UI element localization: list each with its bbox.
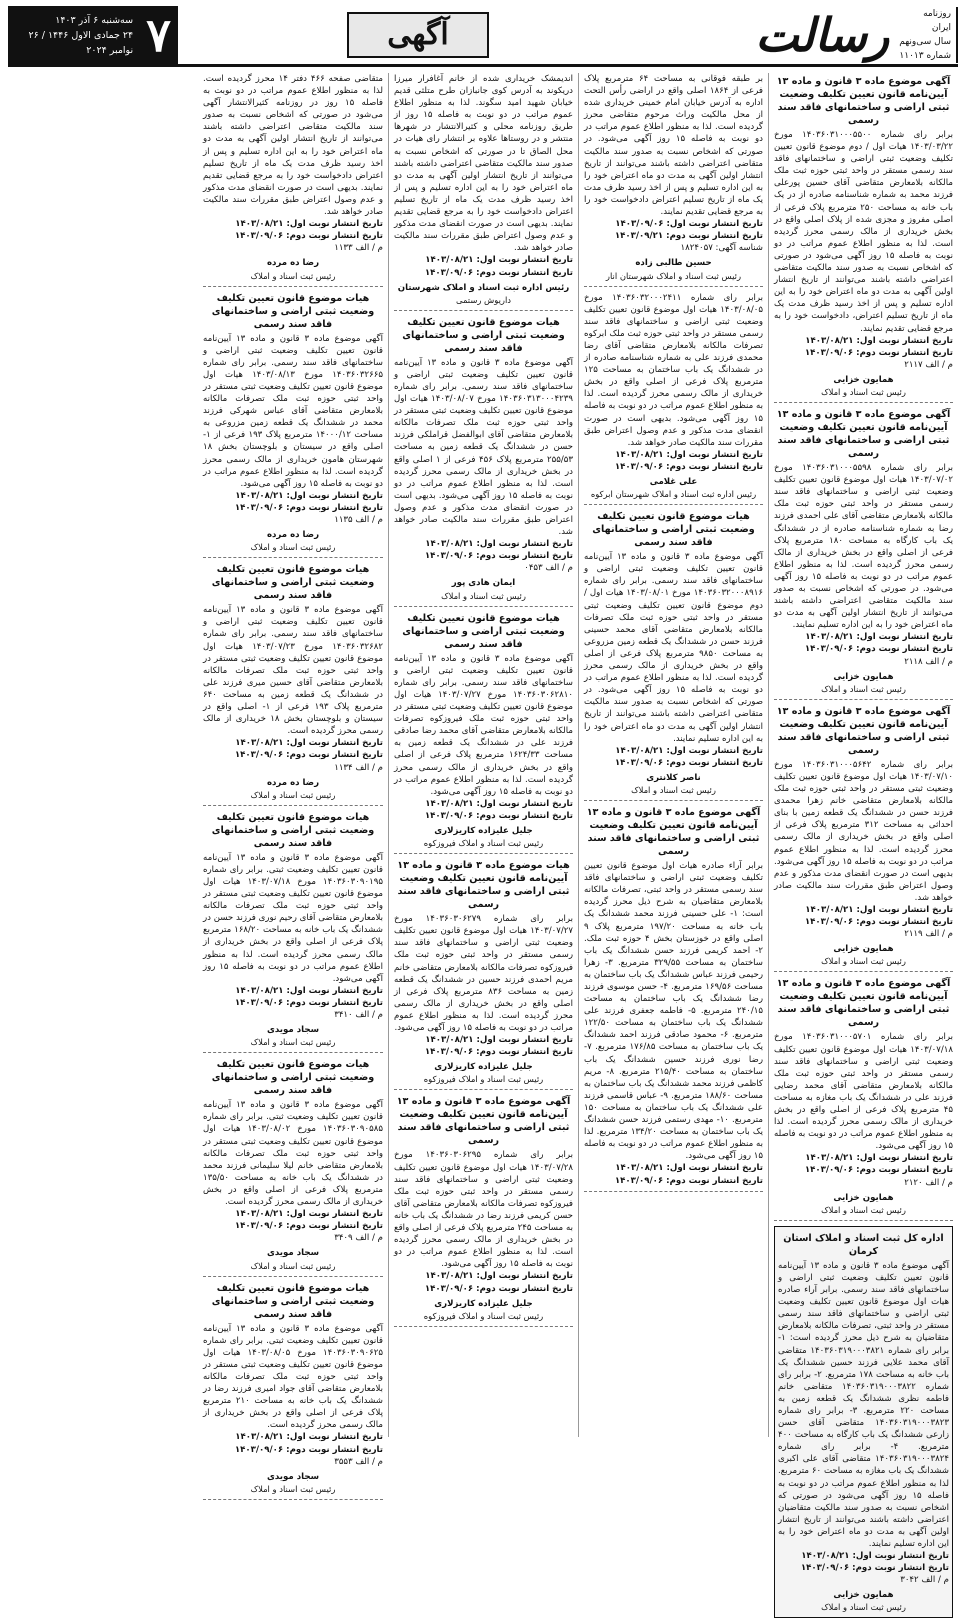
notice-body: برابر رای شماره ۱۴۰۳۶۰۳۱۰۰۰۵۶۴۲ مورخ ۱۴۰۳/۰۷/۱۰ هیات اول موضوع قانون تعیین تکلیف وضعیت ثبتی مستقر در واحد ثبتی حوزه ثبت ملک مالکانه بلامعارض متقاضی خانم زهرا محمدی فرزند حسن در ششدانگ یک قطعه زمین با بنای احداثی به مساحت ۳۱۲ مترمربع پلاک فرعی از اصلی واقع در بخش خریداری از مالک رسمی محرز گردیده است. لذا به منظور اطلاع عموم مراتب در دو نوبت به فاصله ۱۵ روز آگهی می‌شود. بدیهی است در صورت انقضای مدت مذکور و عدم وصول اعتراض طبق مقررات سند مالکیت صادر خواهد شد.: [774, 759, 954, 903]
notice-publish-date-first: تاریخ انتشار نوبت اول: ۱۴۰۳/۰۸/۲۱: [235, 985, 383, 996]
notice-publish-date-first: تاریخ انتشار نوبت اول: ۱۴۰۳/۰۸/۲۱: [805, 1153, 953, 1164]
notice-signer-name: سجاد مویدی: [266, 1025, 320, 1036]
notice-body: متقاضی صفحه ۴۶۶ دفتر ۱۴ محرز گردیده است. لذا به منظور اطلاع عموم مراتب در دو نوبت به فاصله ۱۵ روز در روزنامه کثیرالانتشار آگهی می‌شود در صورتی که اشخاص نسبت به صدور سند مالکیت متقاضی اعتراضی داشته باشند می‌توانند از تاریخ انتشار اولین آگهی به مدت دو ماه اعتراض خود را به این اداره تسلیم و پس از اخذ رسید ظرف مدت یک ماه از تاریخ تسلیم اعتراض دادخواست خود را به مرجع قضایی تقدیم نمایند. بدیهی است در صورت انقضای مدت مذکور و عدم وصول اعتراض طبق مقررات سند مالکیت صادر خواهد شد.: [203, 74, 384, 218]
issue-label-1: روزنامه: [923, 9, 951, 19]
notice-signer-name: ایمان هادی پور: [451, 578, 516, 589]
notice-signer-title: رئیس ثبت اسناد و املاک: [250, 1483, 336, 1494]
notice-title: هیات موضوع قانون تعیین تکلیف وضعیت ثبتی اراضی و ساختمانهای فاقد سند رسمی: [592, 511, 755, 549]
notice-publish-date-first: تاریخ انتشار نوبت اول: ۱۴۰۳/۰۸/۲۱: [425, 798, 573, 809]
notice-body: اندیمشک خریداری شده از خانم آغافرار میرزا دریکوند به آدرس کوی جانبازان طرح متلثی قدیم خیابان شهید امید سگوند. لذا به منظور اطلاع عموم مراتب در دو نوبت به فاصله ۱۵ روز از طریق روزنامه محلی و کثیرالانتشار در شهرها منتشر و در روستاها علاوه بر انتشار رای هیات در محل الصاق تا در صورتی که اشخاص نسبت به صدور سند مالکیت متقاضی اعتراضی داشته باشند می‌توانند از تاریخ انتشار اولین آگهی به مدت دو ماه اعتراض خود را به این اداره تسلیم و پس از اخذ رسید ظرف مدت یک ماه از تاریخ تسلیم اعتراض دادخواست خود را به مرجع قضایی تقدیم نمایند. بدیهی است در صورت انقضای مدت مذکور و عدم وصول اعتراض طبق مقررات سند مالکیت صادر خواهد شد.: [394, 74, 574, 254]
ad-column: [198, 73, 388, 1494]
notice-signer-name: جلیل علیزاده کاریزلاری: [434, 825, 533, 836]
legal-notice: [203, 1058, 383, 1276]
notice-title: هیات موضوع قانون تعیین تکلیف وضعیت ثبتی اراضی و ساختمانهای فاقد سند رسمی: [402, 316, 565, 354]
notice-publish-date-second: تاریخ انتشار نوبت دوم: ۱۴۰۳/۰۹/۰۶: [804, 347, 953, 358]
notice-body: برابر رای شماره ۱۴۰۳۶۰۳۰۶۲۹۵ مورخ ۱۴۰۳/۰۷/۲۸ هیات اول موضوع قانون تعیین تکلیف وضعیت ثبتی اراضی و ساختمانهای فاقد سند رسمی مستقر در واحد ثبتی حوزه ثبت ملک فیروزکوه تصرفات مالکانه بلامعارض متقاضی آقای حسن کریمی فرزند رضا در ششدانگ یک باب خانه به مساحت ۲۴۵ مترمربع پلاک فرعی از اصلی واقع در بخش خریداری از مالک رسمی محرز گردیده است. لذا به منظور اطلاع عموم مراتب در دو نوبت به فاصله ۱۵ روز آگهی می‌شود.: [394, 1150, 573, 1270]
notice-publish-date-second: تاریخ انتشار نوبت دوم: ۱۴۰۳/۰۹/۰۶: [234, 502, 383, 513]
notice-publish-date-second: تاریخ انتشار نوبت دوم: ۱۴۰۳/۰۹/۲۱: [614, 231, 763, 242]
notice-body: آگهی موضوع ماده ۳ قانون و ماده ۱۳ آیین‌نامه قانون تعیین تکلیف وضعیت ثبتی اراضی و ساختمانهای فاقد سند رسمی. برابر رای شماره ۱۴۰۳۶۰۳۲۰۰۰۸۹۱۶ مورخ ۱۴۰۳/۰۸/۰۱ هیات اول / دوم موضوع قانون تعیین تکلیف وضعیت ثبتی مستقر در واحد ثبتی حوزه ثبت ملک تصرفات مالکانه بلامعارض متقاضی آقای محمد حسینی فرزند حسن در ششدانگ یک قطعه زمین مزروعی به مساحت ۹۸۵۰ مترمربع پلاک فرعی از اصلی واقع در بخش خریداری از مالک رسمی محرز گردیده است. لذا به منظور اطلاع عموم مراتب در دو نوبت به فاصله ۱۵ روز آگهی می‌شود. در صورتی که اشخاص نسبت به صدور سند مالکیت متقاضی اعتراضی داشته باشند می‌توانند از تاریخ انتشار اولین آگهی به مدت دو ماه اعتراض خود را به این اداره تسلیم نمایند.: [584, 552, 764, 744]
notice-publish-date-first: تاریخ انتشار نوبت اول: ۱۴۰۳/۰۸/۲۱: [425, 1035, 573, 1046]
issue-info: [899, 7, 958, 63]
legal-notice: [584, 510, 763, 801]
notice-body: برابر آراء صادره هیات اول موضوع قانون تعیین تکلیف وضعیت ثبتی اراضی و ساختمانهای فاقد سند رسمی مستقر در واحد ثبتی، تصرفات مالکانه بلامعارض متقاضیان به شرح ذیل محرز گردیده است: ۱- علی حسینی فرزند محمد ششدانگ یک باب خانه به مساحت ۱۹۷/۲۰ مترمربع پلاک ۹ اصلی واقع در خوزستان بخش ۴ حوزه ثبت ملک. ۲- احمد کریمی فرزند حسن ششدانگ یک باب ساختمان به مساحت ۳۲۹/۵۵ مترمربع. ۳- زهرا رحیمی فرزند عباس ششدانگ یک باب ساختمان به مساحت ۱۶۹/۵۶ مترمربع. ۴- حسن موسوی فرزند رضا ششدانگ یک باب ساختمان به مساحت ۲۴۰/۱۵ مترمربع. ۵- فاطمه جعفری فرزند علی ششدانگ یک باب ساختمان به مساحت ۱۲۲/۵۰ مترمربع. ۶- محمود صادقی فرزند احمد ششدانگ یک باب ساختمان به مساحت ۱۷۶/۸۵ مترمربع. ۷- رضا نوری فرزند حسین ششدانگ یک باب ساختمان به مساحت ۲۱۵/۴۰ مترمربع. ۸- مریم کاظمی فرزند محمد ششدانگ یک باب ساختمان به مساحت ۱۸۸/۶۰ مترمربع. ۹- عباس قاسمی فرزند علی ششدانگ یک باب ساختمان به مساحت ۱۵۰ مترمربع. ۱۰- مهدی رستمی فرزند حسن ششدانگ یک باب ساختمان به مساحت ۱۳۴/۲۰ مترمربع. لذا به منظور اطلاع عموم مراتب در دو نوبت به فاصله ۱۵ روز آگهی می‌شود.: [584, 861, 764, 1162]
notice-code: م / الف ۱۱۳۵: [334, 515, 383, 525]
notice-signer-name: رضا ده مرده: [266, 530, 320, 541]
notice-publish-date-second: تاریخ انتشار نوبت دوم: ۱۴۰۳/۰۹/۰۶: [234, 231, 383, 242]
notice-signer-name: علی غلامی: [649, 477, 698, 487]
legal-notice: [774, 408, 953, 700]
notice-publish-date-second: تاریخ انتشار نوبت دوم: ۱۴۰۳/۰۹/۰۶: [800, 1563, 949, 1574]
notice-publish-date-first: تاریخ انتشار نوبت اول: ۱۴۰۳/۰۸/۲۱: [235, 219, 383, 230]
notice-publish-date-first: تاریخ انتشار نوبت اول: ۱۴۰۳/۰۸/۲۱: [615, 449, 763, 460]
notice-signer-title: رئیس ثبت اسناد و املاک: [821, 386, 906, 397]
notice-publish-date-first: تاریخ انتشار نوبت اول: ۱۴۰۳/۰۸/۲۱: [425, 1271, 573, 1282]
notice-body: برابر رای شماره ۱۴۰۳۶۰۳۱۰۰۰۵۵۰۰ مورخ ۱۴۰۳/۰۳/۲۲ هیات اول / دوم موضوع قانون تعیین تکلیف وضعیت ثبتی اراضی و ساختمانهای فاقد سند رسمی مستقر در واحد ثبتی حوزه ثبت ملک مالکانه بلامعارض متقاضی آقای حسین پورعلی فرزند محمد به شماره شناسنامه صادره از در یک باب خانه به مساحت ۲۵۰ مترمربع پلاک فرعی از اصلی مفروز و مجزی شده از پلاک اصلی واقع در بخش خریداری از مالک رسمی محرز گردیده است. لذا به منظور اطلاع عموم مراتب در دو نوبت به فاصله ۱۵ روز آگهی می‌شود در صورتی که اشخاص نسبت به صدور سند مالکیت متقاضی اعتراضی داشته باشند می‌توانند از تاریخ انتشار اولین آگهی به مدت دو ماه اعتراض خود را به این اداره تسلیم و پس از اخذ رسید ظرف مدت یک ماه از تاریخ تسلیم اعتراض، دادخواست خود را به مرجع قضایی تقدیم نمایند.: [774, 130, 953, 334]
notice-title: هیات موضوع قانون تعیین تکلیف وضعیت ثبتی اراضی و ساختمانهای فاقد سند رسمی: [211, 811, 375, 849]
notice-signer-title: رئیس ثبت اسناد و املاک: [821, 956, 906, 967]
legal-notice: [774, 977, 953, 1220]
legal-notice: [394, 859, 573, 1090]
date-lunar-gregorian: ۲۴ جمادی الاول ۱۴۴۶ / ۲۶ نوامبر ۲۰۲۴: [28, 29, 134, 56]
issue-label-2: ایران: [931, 23, 951, 33]
page-number-block: [8, 6, 178, 64]
notice-signer-name: جلیل علیزاده کاریزلاری: [434, 1062, 533, 1073]
notice-body: آگهی موضوع ماده ۳ قانون و ماده ۱۳ آیین‌نامه قانون تعیین تکلیف وضعیت ثبتی اراضی و ساختمانهای فاقد سند رسمی. برابر آراء صادره هیات اول موضوع قانون تعیین تکلیف وضعیت ثبتی اراضی و ساختمانهای فاقد سند رسمی مستقر در واحد ثبتی، تصرفات مالکانه بلامعارض متقاضیان به شرح ذیل محرز گردیده است: ۱- برابر رای شماره ۱۴۰۳۶۰۳۱۹۰۰۰۳۸۲۱ متقاضی آقای محمد علایی فرزند حسین ششدانگ یک باب خانه به مساحت ۱۷۸ مترمربع. ۲- برابر رای شماره ۱۴۰۳۶۰۳۱۹۰۰۰۳۸۲۲ متقاضی خانم فاطمه نظری ششدانگ یک قطعه زمین به مساحت ۲۲۰ مترمربع. ۳- برابر رای شماره ۱۴۰۳۶۰۳۱۹۰۰۰۳۸۲۳ متقاضی آقای حسن زارعی ششدانگ یک باب کارگاه به مساحت ۴۰۰ مترمربع. ۴- برابر رای شماره ۱۴۰۳۶۰۳۱۹۰۰۰۳۸۲۴ متقاضی آقای علی اکبری ششدانگ یک باب مغازه به مساحت ۶۰ مترمربع. لذا به منظور اطلاع عموم مراتب در دو نوبت به فاصله ۱۵ روز آگهی می‌شود در صورتی که اشخاص نسبت به صدور سند مالکیت متقاضیان اعتراضی داشته باشند می‌توانند از تاریخ انتشار اولین آگهی به مدت دو ماه اعتراض خود را به این اداره تسلیم نمایند.: [778, 1260, 949, 1549]
notice-signer-name: رضا ده مرده: [266, 777, 320, 788]
notice-publish-date-second: تاریخ انتشار نوبت دوم: ۱۴۰۳/۰۹/۰۶: [804, 644, 953, 655]
legal-notice: [394, 1095, 573, 1326]
notice-title: آگهی موضوع ماده ۳ قانون و ماده ۱۳ آیین‌نامه قانون تعیین تکلیف وضعیت ثبتی اراضی و ساختمانهای فاقد سند رسمی: [586, 807, 761, 858]
legal-notice: [394, 73, 573, 311]
notice-signer-name: سجاد مویدی: [266, 1471, 320, 1482]
notice-publish-date-second: تاریخ انتشار نوبت دوم: ۱۴۰۳/۰۹/۰۶: [234, 750, 383, 761]
notice-signer-title: رئیس ثبت اسناد و املاک: [821, 1204, 906, 1215]
ad-column: [388, 73, 578, 1437]
notice-body: آگهی موضوع ماده ۳ قانون و ماده ۱۳ آیین‌نامه قانون تعیین تکلیف وضعیت ثبتی اراضی و ساختمانهای فاقد سند رسمی. برابر رای شماره ۱۴۰۳۶۰۳۱۳۰۰۰۴۲۳۹ مورخ ۱۴۰۳/۰۸/۰۷ هیات اول موضوع قانون تعیین تکلیف وضعیت ثبتی مستقر در واحد ثبتی حوزه ثبت ملک تصرفات مالکانه بلامعارض متقاضی آقای ابوالفضل قراملکی فرزند حسن در ششدانگ یک قطعه زمین به مساحت ۲۵۵/۵۳ مترمربع پلاک ۴۵۶ فرعی از ۱ اصلی واقع در بخش خریداری از مالک رسمی محرز گردیده است. لذا به منظور اطلاع عموم مراتب در دو نوبت به فاصله ۱۵ روز آگهی می‌شود. بدیهی است در صورت انقضای مدت مذکور و عدم وصول اعتراض طبق مقررات سند مالکیت صادر خواهد شد.: [394, 357, 573, 538]
notice-body: بر طبقه فوقانی به مساحت ۶۴ مترمربع پلاک فرعی از ۱۸۶۴ اصلی واقع در اراضی رأس التحت اداره به آدرس خیابان امام خمینی خریداری شده از محل مالکیت وراث مرحوم متقاضی محرز گردیده است. لذا به منظور اطلاع عموم مراتب در دو نوبت به فاصله ۱۵ روز آگهی می‌شود. در صورتی که اشخاص نسبت به صدور سند مالکیت متقاضی اعتراضی داشته باشند می‌توانند از تاریخ انتشار اولین آگهی به مدت دو ماه اعتراض خود را به این اداره تسلیم و پس از اخذ رسید ظرف مدت یک ماه از تاریخ تسلیم اعتراض دادخواست خود را به مرجع قضایی تقدیم نمایند.: [584, 74, 764, 218]
notice-signer-title: رئیس ثبت اسناد و املاک: [631, 784, 716, 795]
masthead: [8, 6, 958, 67]
notice-publish-date-first: تاریخ انتشار نوبت اول: ۱۴۰۳/۰۸/۲۱: [805, 632, 953, 643]
ad-columns: [8, 73, 958, 1613]
notice-publish-date-first: تاریخ انتشار نوبت اول: ۱۴۰۳/۰۸/۲۱: [805, 904, 953, 915]
notice-signer-title: رئیس ثبت اسناد و املاک: [821, 1602, 906, 1613]
issue-number: شماره ۱۱۰۱۳: [899, 51, 951, 61]
notice-title: آگهی موضوع ماده ۳ قانون و ماده ۱۳ آیین‌نامه قانون تعیین تکلیف وضعیت ثبتی اراضی و ساختمانهای فاقد سند رسمی: [396, 1096, 571, 1147]
notice-code: م / الف ۱۱۳۳: [334, 243, 383, 254]
notice-signer-title: رئیس ثبت اسناد و املاک: [250, 1037, 336, 1048]
notice-title: هیات موضوع قانون تعیین تکلیف وضعیت ثبتی اراضی و ساختمانهای فاقد سند رسمی: [402, 612, 565, 650]
notice-title: هیات موضوع قانون تعیین تکلیف وضعیت ثبتی اراضی و ساختمانهای فاقد سند رسمی: [211, 1059, 375, 1097]
notice-title: آگهی موضوع ماده ۳ قانون و ماده ۱۳ آیین‌نامه قانون تعیین تکلیف وضعیت ثبتی اراضی و ساختمانهای فاقد سند رسمی: [776, 409, 951, 460]
legal-notice: [584, 806, 763, 1192]
notice-signer-title: رئیس ثبت اسناد و املاک: [250, 789, 336, 800]
notice-publish-date-first: تاریخ انتشار نوبت اول: ۱۴۰۳/۰۸/۲۱: [615, 745, 763, 756]
notice-publish-date-second: تاریخ انتشار نوبت دوم: ۱۴۰۳/۰۹/۰۶: [614, 1175, 763, 1186]
notice-publish-date-first: تاریخ انتشار نوبت اول: ۱۴۰۳/۰۸/۲۱: [615, 1163, 763, 1174]
ad-column: [578, 73, 768, 1437]
notice-signer-name: ناصر کلانتری: [646, 772, 701, 783]
notice-publish-date-first: تاریخ انتشار نوبت اول: ۱۴۰۳/۰۸/۲۱: [235, 490, 383, 501]
legal-notice: [584, 73, 763, 287]
notice-signer-title: رئیس اداره ثبت اسناد و املاک شهرستان ابرکوه: [590, 489, 757, 500]
notice-body: آگهی موضوع ماده ۳ قانون و ماده ۱۳ آیین‌نامه قانون تعیین تکلیف وضعیت ثبتی. برابر رای شماره ۱۴۰۳۶۰۳۰۹۰۵۸۵ مورخ ۱۴۰۳/۰۸/۰۲ هیات اول موضوع قانون تعیین تکلیف وضعیت ثبتی مستقر در واحد ثبتی حوزه ثبت ملک تصرفات مالکانه بلامعارض متقاضی خانم لیلا سلیمانی فرزند محمد در ششدانگ یک باب خانه به مساحت ۱۳۵/۵۰ مترمربع پلاک فرعی از اصلی واقع در بخش خریداری از مالک رسمی محرز گردیده است.: [203, 1100, 383, 1208]
notice-publish-date-second: تاریخ انتشار نوبت دوم: ۱۴۰۳/۰۹/۰۶: [804, 917, 953, 928]
legal-notice: [394, 316, 573, 607]
legal-notice: [774, 75, 953, 403]
notice-signer-title: رئیس ثبت اسناد و املاک شهرستان انار: [605, 270, 742, 281]
notice-signer-title: رئیس ثبت اسناد و املاک: [821, 683, 906, 694]
notice-code: م / الف ۳۴۰۹: [334, 1233, 383, 1244]
notice-signer-name: رضا ده مرده: [266, 258, 320, 269]
notice-publish-date-second: تاریخ انتشار نوبت دوم: ۱۴۰۳/۰۹/۰۶: [424, 551, 573, 562]
notice-publish-date-first: تاریخ انتشار نوبت اول: ۱۴۰۳/۰۸/۲۱: [235, 1432, 383, 1443]
notice-publish-date-first: تاریخ انتشار نوبت اول: ۱۴۰۳/۰۸/۲۱: [425, 255, 573, 266]
notice-title: آگهی موضوع ماده ۳ قانون و ماده ۱۳ آیین‌نامه قانون تعیین تکلیف وضعیت ثبتی اراضی و ساختمانهای فاقد سند رسمی: [776, 76, 951, 126]
notice-signer-title: رئیس ثبت اسناد و املاک: [250, 270, 336, 281]
notice-signer-name: سجاد مویدی: [266, 1248, 320, 1259]
notice-publish-date-second: تاریخ انتشار نوبت دوم: ۱۴۰۳/۰۹/۰۶: [424, 267, 573, 278]
notice-body: آگهی موضوع ماده ۳ قانون و ماده ۱۳ آیین‌نامه قانون تعیین تکلیف وضعیت ثبتی اراضی و ساختمانهای فاقد سند رسمی. برابر رای شماره ۱۴۰۳۶۰۳۲۶۶۵ مورخ ۱۴۰۳/۰۸/۱۳ هیات اول موضوع قانون تعیین تکلیف وضعیت ثبتی مستقر در واحد ثبتی حوزه ثبت ملک تصرفات مالکانه بلامعارض متقاضی آقای عباس شهرکی فرزند محمد در ششدانگ یک قطعه زمین مزروعی به مساحت ۱۴۰۰۰/۱۲ مترمربع پلاک ۱۹۳ فرعی از ۱- اصلی واقع در سیستان و بلوچستان بخش ۱۸ شهرستان هامون خریداری از مالک رسمی محرز گردیده است. لذا به منظور اطلاع عموم مراتب در دو نوبت به فاصله ۱۵ روز آگهی می‌شود.: [203, 333, 384, 489]
notice-code: م / الف ۲۱۲۰: [904, 1177, 953, 1188]
notice-publish-date-first: تاریخ انتشار نوبت اول: ۱۴۰۳/۰۸/۲۱: [801, 1551, 949, 1562]
notice-code: م / الف ۳۰۴۲: [900, 1575, 949, 1586]
notice-signer-name: حسین طالبی زاده: [635, 258, 712, 269]
notice-code: م / الف ۲۱۱۷: [904, 359, 953, 370]
legal-notice: [203, 563, 383, 806]
notice-publish-date-second: تاریخ انتشار نوبت دوم: ۱۴۰۳/۰۹/۰۶: [234, 1444, 383, 1455]
notice-publish-date-second: تاریخ انتشار نوبت دوم: ۱۴۰۳/۰۹/۰۶: [424, 1283, 573, 1294]
notice-code: م / الف ۱۱۳۴: [334, 762, 383, 773]
notice-title: هیات موضوع قانون تعیین تکلیف وضعیت ثبتی اراضی و ساختمانهای فاقد سند رسمی: [211, 1282, 375, 1320]
notice-signer-title: رئیس ثبت اسناد و املاک: [250, 1260, 336, 1271]
notice-signer-name: جلیل علیزاده کاریزلاری: [434, 1298, 533, 1309]
legal-notice: [203, 73, 383, 287]
date-persian: سه‌شنبه ۶ آذر ۱۴۰۳: [55, 14, 134, 26]
issue-year: سال سی‌ونهم: [899, 37, 951, 47]
notice-publish-date-second: تاریخ انتشار نوبت دوم: ۱۴۰۳/۰۹/۰۶: [614, 461, 763, 472]
notice-signer-title: داریوش رستمی: [455, 294, 512, 305]
newspaper-logo: رسالت: [755, 8, 890, 62]
notice-body: برابر رای شماره ۱۴۰۳۶۰۳۱۰۰۰۵۵۹۸ مورخ ۱۴۰۳/۰۷/۰۲ هیات اول موضوع قانون تعیین تکلیف وضعیت ثبتی اراضی و ساختمانهای فاقد سند رسمی مستقر در واحد ثبتی حوزه ثبت ملک مالکانه بلامعارض متقاضی آقای علی احمدی فرزند رضا به شماره شناسنامه صادره از در ششدانگ یک باب کارگاه به مساحت ۱۸۰ مترمربع پلاک فرعی از اصلی واقع در بخش خریداری از مالک رسمی محرز گردیده است. لذا به منظور اطلاع عموم مراتب در دو نوبت به فاصله ۱۵ روز آگهی می‌شود. در صورتی که اشخاص نسبت به صدور سند مالکیت متقاضی اعتراضی داشته باشند می‌توانند از تاریخ انتشار اولین آگهی به مدت دو ماه اعتراض خود را به این اداره تسلیم نمایند.: [774, 463, 953, 631]
notice-publish-date-second: تاریخ انتشار نوبت دوم: ۱۴۰۳/۰۹/۰۶: [424, 810, 573, 821]
notice-code: شناسه آگهی: ۱۸۲۴۰۵۷: [680, 243, 763, 254]
notice-publish-date-second: تاریخ انتشار نوبت دوم: ۱۴۰۳/۰۹/۰۶: [234, 997, 383, 1008]
notice-body: آگهی موضوع ماده ۳ قانون و ماده ۱۳ آیین‌نامه قانون تعیین تکلیف وضعیت ثبتی. برابر رای شماره ۱۴۰۳۶۰۳۰۹۰۱۹۵ مورخ ۱۴۰۳/۰۷/۱۸ هیات اول موضوع قانون تعیین تکلیف وضعیت ثبتی مستقر در واحد ثبتی حوزه ثبت ملک تصرفات مالکانه بلامعارض متقاضی آقای رحیم نوری فرزند حسن در ششدانگ یک باب خانه به مساحت ۱۶۸/۲۰ مترمربع پلاک فرعی از اصلی واقع در بخش خریداری از مالک رسمی محرز گردیده است. لذا به منظور اطلاع عموم مراتب در دو نوبت به فاصله ۱۵ روز آگهی می‌شود.: [203, 852, 383, 984]
notice-publish-date-first: تاریخ انتشار نوبت اول: ۱۴۰۳/۰۸/۲۱: [235, 1209, 383, 1220]
notice-signer-title: رئیس ثبت اسناد و املاک: [250, 542, 336, 553]
notice-body: آگهی موضوع ماده ۳ قانون و ماده ۱۳ آیین‌نامه قانون تعیین تکلیف وضعیت ثبتی. برابر رای شماره ۱۴۰۳۶۰۳۰۹۰۶۲۵ مورخ ۱۴۰۳/۰۸/۰۵ هیات اول موضوع قانون تعیین تکلیف وضعیت ثبتی مستقر در واحد ثبتی حوزه ثبت ملک تصرفات مالکانه بلامعارض متقاضی آقای جواد امیری فرزند رضا در ششدانگ یک باب خانه به مساحت ۲۱۰ مترمربع پلاک فرعی از اصلی واقع در بخش خریداری از مالک رسمی محرز گردیده است.: [203, 1323, 384, 1431]
legal-notice: [203, 811, 383, 1054]
notice-publish-date-first: تاریخ انتشار نوبت اول: ۱۴۰۳/۰۸/۲۱: [235, 738, 383, 749]
notice-publish-date-second: تاریخ انتشار نوبت دوم: ۱۴۰۳/۰۹/۰۶: [424, 1047, 573, 1058]
notice-title: اداره کل ثبت اسناد و املاک استان کرمان: [783, 1232, 944, 1257]
notice-signer-name: همایون خزایی: [833, 671, 894, 682]
notice-body: برابر رای شماره ۱۴۰۳۶۰۳۱۰۰۰۵۷۰۱ مورخ ۱۴۰۳/۰۷/۱۸ هیات اول موضوع قانون تعیین تکلیف وضعیت ثبتی اراضی و ساختمانهای فاقد سند رسمی مستقر در واحد ثبتی حوزه ثبت ملک مالکانه بلامعارض متقاضی آقای محمد رضایی فرزند علی در ششدانگ یک باب مغازه به مساحت ۴۵ مترمربع پلاک فرعی از اصلی واقع در بخش خریداری از مالک رسمی محرز گردیده است. لذا به منظور اطلاع عموم مراتب در دو نوبت به فاصله ۱۵ روز آگهی می‌شود.: [774, 1032, 953, 1152]
legal-notice: [584, 292, 763, 506]
notice-signer-name: همایون خزایی: [833, 1590, 894, 1601]
notice-body: برابر رای شماره ۱۴۰۳۶۰۳۰۶۲۷۹ مورخ ۱۴۰۳/۰۷/۲۷ هیات اول موضوع قانون تعیین تکلیف وضعیت ثبتی اراضی و ساختمانهای فاقد سند رسمی مستقر در واحد ثبتی حوزه ثبت ملک فیروزکوه تصرفات مالکانه بلامعارض متقاضی خانم مریم احمدی فرزند حسین در ششدانگ یک قطعه زمین به مساحت ۸۳۶ مترمربع پلاک فرعی از اصلی واقع در بخش خریداری از مالک رسمی محرز گردیده است. لذا به منظور اطلاع عموم مراتب در دو نوبت به فاصله ۱۵ روز آگهی می‌شود.: [394, 914, 573, 1033]
notice-code: م / الف ۲۱۱۹: [904, 929, 953, 940]
legal-notice: [774, 1226, 953, 1618]
legal-notice: [203, 1282, 383, 1500]
notice-publish-date-first: تاریخ انتشار نوبت اول: ۱۴۰۳/۰۹/۰۶: [615, 219, 763, 230]
section-title: آگهی: [347, 12, 488, 58]
notice-publish-date-second: تاریخ انتشار نوبت دوم: ۱۴۰۳/۰۹/۰۶: [234, 1221, 383, 1232]
notice-title: آگهی موضوع ماده ۳ قانون و ماده ۱۳ آیین‌نامه قانون تعیین تکلیف وضعیت ثبتی اراضی و ساختمانهای فاقد سند رسمی: [776, 705, 951, 756]
notice-signer-title: رئیس ثبت اسناد و املاک فیروزکوه: [423, 838, 544, 849]
notice-title: هیات موضوع قانون تعیین تکلیف وضعیت ثبتی اراضی و ساختمانهای فاقد سند رسمی: [211, 564, 375, 602]
notice-body: آگهی موضوع ماده ۳ قانون و ماده ۱۳ آیین‌نامه قانون تعیین تکلیف وضعیت ثبتی اراضی و ساختمانهای فاقد سند رسمی. برابر رای شماره ۱۴۰۳۶۰۳۰۶۲۸۱۰ مورخ ۱۴۰۳/۰۷/۲۷ هیات اول موضوع قانون تعیین تکلیف وضعیت ثبتی مستقر در واحد ثبتی حوزه ثبت ملک فیروزکوه تصرفات مالکانه بلامعارض متقاضی آقای محمد رضا صادقی فرزند علی در ششدانگ یک قطعه زمین به مساحت ۱۶۲۴/۳۳ مترمربع پلاک فرعی از اصلی واقع در بخش خریداری از مالک رسمی محرز گردیده است. لذا به منظور اطلاع عموم مراتب در دو نوبت به فاصله ۱۵ روز آگهی می‌شود.: [394, 653, 573, 797]
notice-signer-name: همایون خزایی: [833, 944, 894, 955]
legal-notice: [203, 292, 383, 559]
notice-title: هیات موضوع ماده ۳ قانون و ماده ۱۳ آیین‌نامه قانون تعیین تکلیف وضعیت ثبتی اراضی و ساختمانهای فاقد سند رسمی: [397, 860, 570, 911]
notice-title: آگهی موضوع ماده ۳ قانون و ماده ۱۳ آیین‌نامه قانون تعیین تکلیف وضعیت ثبتی اراضی و ساختمانهای فاقد سند رسمی: [776, 978, 951, 1029]
notice-signer-title: رئیس ثبت اسناد و املاک فیروزکوه: [423, 1074, 544, 1085]
notice-title: هیات موضوع قانون تعیین تکلیف وضعیت ثبتی اراضی و ساختمانهای فاقد سند رسمی: [211, 292, 375, 330]
notice-code: م / الف ۲۱۱۸: [904, 656, 953, 667]
notice-publish-date-second: تاریخ انتشار نوبت دوم: ۱۴۰۳/۰۹/۰۶: [614, 757, 763, 768]
notice-signer-title: رئیس ثبت اسناد و املاک فیروزکوه: [423, 1310, 544, 1321]
notice-code: م / الف ۳۴۱۰: [334, 1010, 383, 1020]
issue-date: [8, 13, 139, 58]
notice-signer-name: رئیس اداره ثبت اسناد و املاک شهرستان: [397, 282, 570, 293]
brand-block: [658, 6, 958, 64]
notice-signer-name: همایون خزایی: [833, 1192, 894, 1203]
notice-code: م / الف ۳۵۵۳: [334, 1456, 383, 1467]
legal-notice: [774, 705, 953, 973]
legal-notice: [394, 612, 573, 855]
notice-signer-name: همایون خزایی: [833, 374, 894, 385]
notice-publish-date-first: تاریخ انتشار نوبت اول: ۱۴۰۳/۰۸/۲۱: [425, 539, 573, 550]
notice-publish-date-second: تاریخ انتشار نوبت دوم: ۱۴۰۳/۰۹/۰۶: [804, 1165, 953, 1176]
notice-code: م / الف ۰۴۵۳: [524, 563, 573, 574]
notice-signer-title: رئیس ثبت اسناد و املاک: [441, 590, 526, 601]
ad-column: [768, 73, 958, 1613]
section-header: [178, 6, 658, 64]
page-number: ۷: [146, 8, 171, 62]
notice-body: آگهی موضوع ماده ۳ قانون و ماده ۱۳ آیین‌نامه قانون تعیین تکلیف وضعیت ثبتی اراضی و ساختمانهای فاقد سند رسمی. برابر رای شماره ۱۴۰۳۶۰۳۲۶۸۲ مورخ ۱۴۰۳/۰۷/۲۳ هیات اول موضوع قانون تعیین تکلیف وضعیت ثبتی مستقر در واحد ثبتی حوزه ثبت ملک تصرفات مالکانه بلامعارض متقاضی آقای حسین میری فرزند علی در ششدانگ یک قطعه زمین به مساحت ۶۴۰ مترمربع پلاک ۱۹۳ فرعی از ۱- اصلی واقع در سیستان و بلوچستان بخش ۱۸ خریداری از مالک رسمی محرز گردیده است.: [203, 605, 384, 737]
notice-publish-date-first: تاریخ انتشار نوبت اول: ۱۴۰۳/۰۸/۲۱: [805, 335, 953, 346]
notice-body: برابر رای شماره ۱۴۰۳۶۰۳۲۰۰۰۲۴۱۱ مورخ ۱۴۰۳/۰۸/۰۵ هیات اول موضوع قانون تعیین تکلیف وضعیت ثبتی اراضی و ساختمانهای فاقد سند رسمی مستقر در واحد ثبتی حوزه ثبت ملک ابرکوه تصرفات مالکانه بلامعارض متقاضی آقای رضا محمدی فرزند علی به شماره شناسنامه صادره از در ششدانگ یک باب ساختمان به مساحت ۱۲۵ مترمربع پلاک فرعی از اصلی واقع در بخش خریداری از مالک رسمی محرز گردیده است. لذا به منظور اطلاع عموم مراتب در دو نوبت به فاصله ۱۵ روز آگهی می‌شود. بدیهی است در صورت انقضای مدت مذکور و عدم وصول اعتراض طبق مقررات سند مالکیت صادر خواهد شد.: [584, 292, 763, 448]
